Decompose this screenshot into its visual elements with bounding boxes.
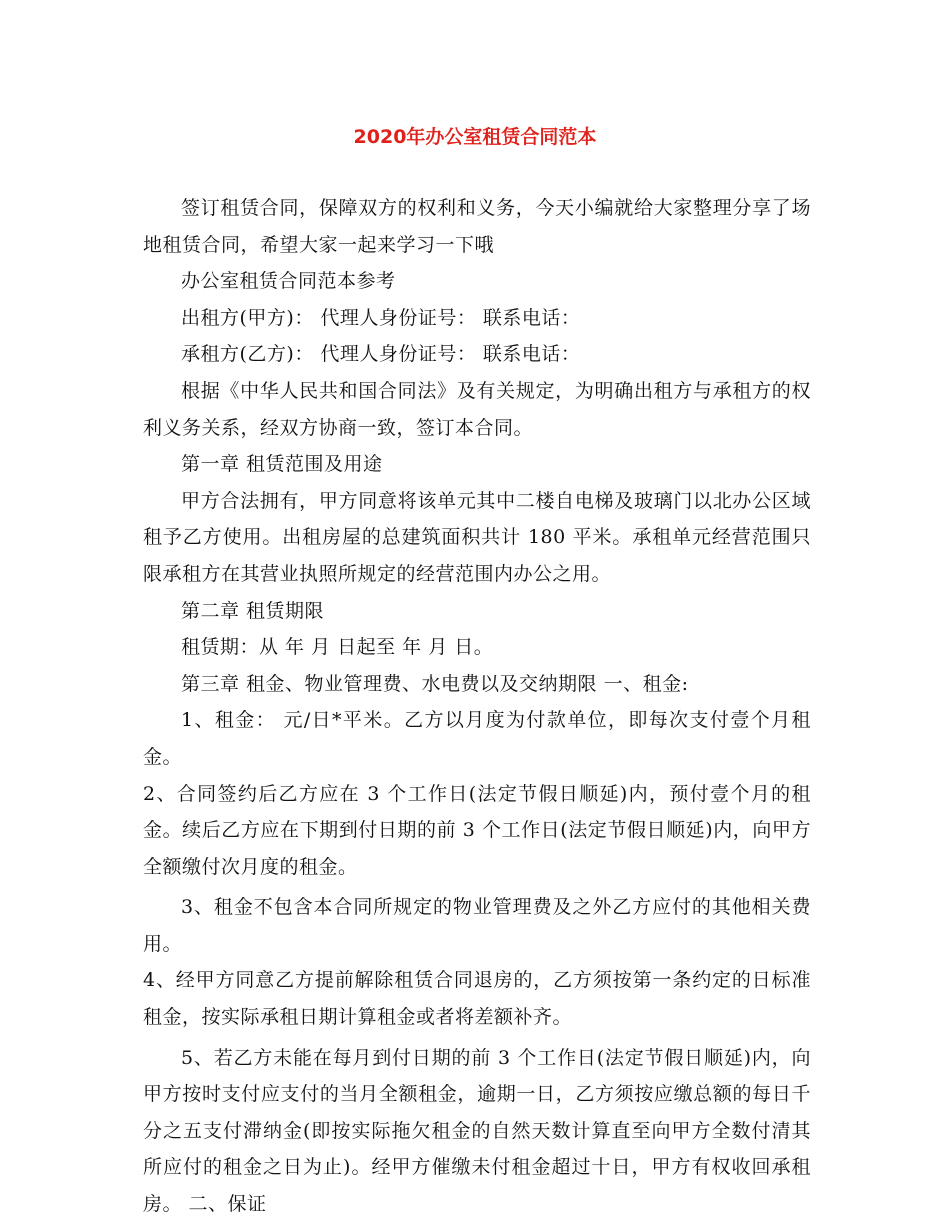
paragraph-lessee: 承租方(乙方)： 代理人身份证号： 联系电话： (181, 343, 581, 366)
clause-rent-1: 1、租金： 元/日*平米。乙方以月度为付款单位，即每次支付壹个月租金。 (143, 709, 811, 768)
clause-rent-5: 5、若乙方未能在每月到付日期的前 3 个工作日(法定节假日顺延)内，向甲方按时支付应支付的当月全额租金，逾期一日，乙方须按应缴总额的每日千分之五支付滞纳金(即按实际拖欠租金的自然天数计算直至向甲方全数付清其所应付的租金之日为止)。经甲方催缴未付租金超过十日，甲方有权收回承租房。 二、保证 (143, 1046, 811, 1216)
clause-rent-4: 4、经甲方同意乙方提前解除租赁合同退房的，乙方须按第一条约定的日标准租金，按实际承租日期计算租金或者将差额补齐。 (143, 969, 811, 1029)
paragraph-intro: 签订租赁合同，保障双方的权利和义务，今天小编就给大家整理分享了场地租赁合同，希望大家一起来学习一下哦 (143, 197, 811, 256)
paragraph-lessor: 出租方(甲方)： 代理人身份证号： 联系电话： (181, 306, 581, 329)
document-title: 2020年办公室租赁合同范本 (353, 126, 597, 148)
paragraph-reference-heading: 办公室租赁合同范本参考 (181, 270, 396, 293)
paragraph-scope: 甲方合法拥有，甲方同意将该单元其中二楼自电梯及玻璃门以北办公区域租予乙方使用。出租房屋的总建筑面积共计 180 平米。承租单元经营范围只限承租方在其营业执照所规定的经营范围内办公之用。 (143, 489, 811, 585)
paragraph-legal-basis: 根据《中华人民共和国合同法》及有关规定，为明确出租方与承租方的权利义务关系，经双方协商一致，签订本合同。 (143, 379, 811, 439)
clause-rent-3: 3、租金不包含本合同所规定的物业管理费及之外乙方应付的其他相关费用。 (143, 896, 811, 955)
chapter-1-heading: 第一章 租赁范围及用途 (181, 453, 383, 476)
chapter-2-heading: 第二章 租赁期限 (181, 599, 325, 622)
clause-rent-2: 2、合同签约后乙方应在 3 个工作日(法定节假日顺延)内，预付壹个月的租金。续后乙方应在下期到付日期的前 3 个工作日(法定节假日顺延)内，向甲方全额缴付次月度的租金。 (143, 782, 811, 878)
document-body (143, 190, 811, 1223)
chapter-3-heading: 第三章 租金、物业管理费、水电费以及交纳期限 一、租金: (181, 672, 689, 695)
paragraph-lease-term: 租赁期：从 年 月 日起至 年 月 日。 (181, 636, 494, 659)
